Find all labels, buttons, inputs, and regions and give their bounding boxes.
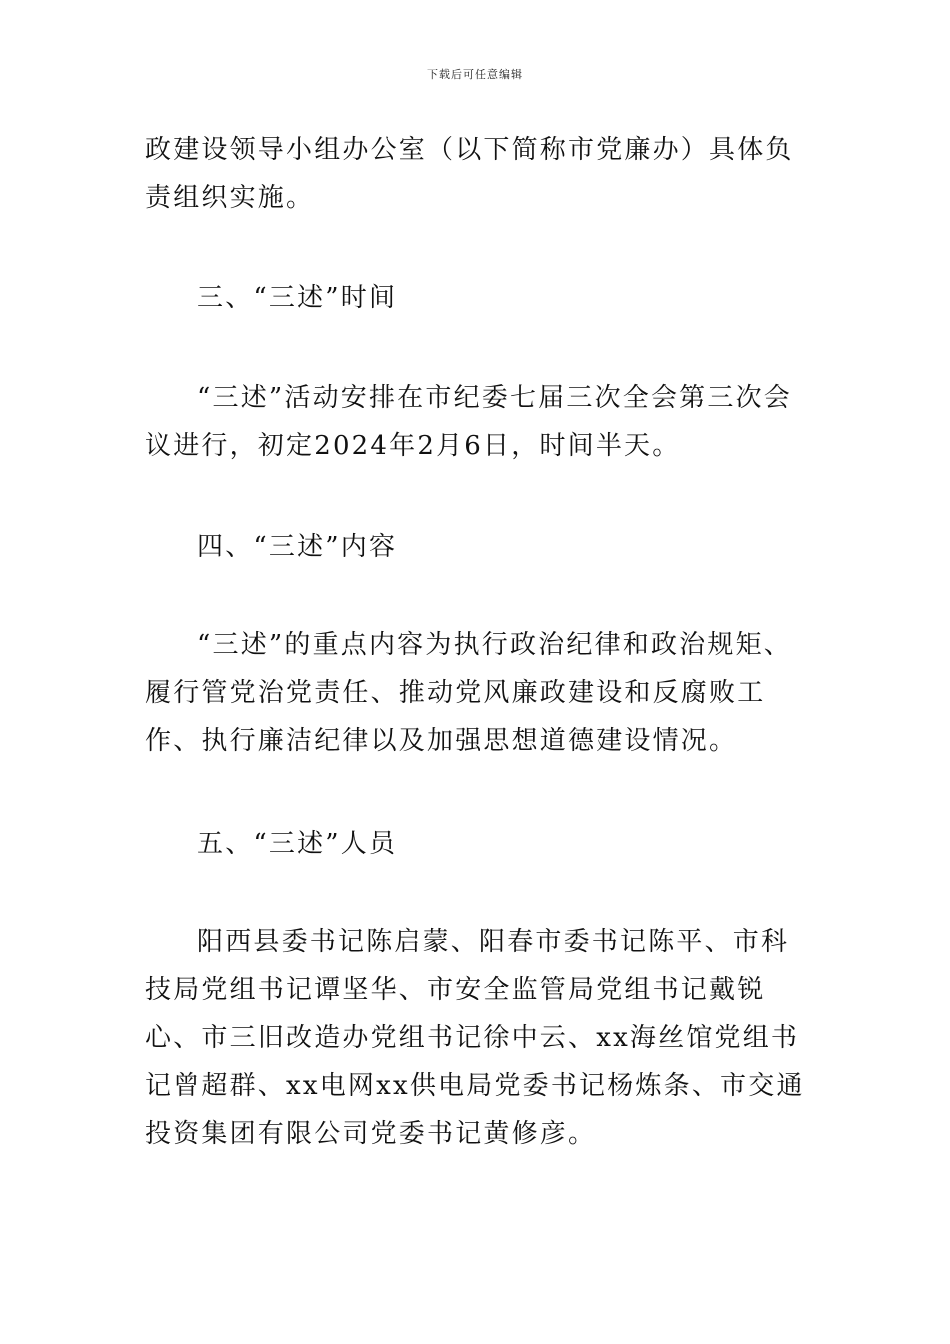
section-heading-time: 三、“三述”时间 xyxy=(197,283,398,313)
section-heading-personnel: 五、“三述”人员 xyxy=(197,829,398,859)
section-heading-content: 四、“三述”内容 xyxy=(197,532,398,562)
paragraph-continuation: 政建设领导小组办公室（以下简称市党廉办）具体负责组织实施。 xyxy=(145,135,794,213)
paragraph-content: “三述”的重点内容为执行政治纪律和政治规矩、履行管党治党责任、推动党风廉政建设和反腐败工作、执行廉洁纪律以及加强思想道德建设情况。 xyxy=(145,630,792,756)
paragraph-time: “三述”活动安排在市纪委七届三次全会第三次会议进行，初定2024年2月6日，时间半天。 xyxy=(145,383,792,461)
page-header-note: 下载后可任意编辑 xyxy=(427,68,523,81)
paragraph-personnel: 阳西县委书记陈启蒙、阳春市委书记陈平、市科技局党组书记谭坚华、市安全监管局党组书记戴锐心、市三旧改造办党组书记徐中云、xx海丝馆党组书记曾超群、xx电网xx供电局党委书记杨炼条、市交通投资集团有限公司党委书记黄修彦。 xyxy=(145,927,805,1149)
